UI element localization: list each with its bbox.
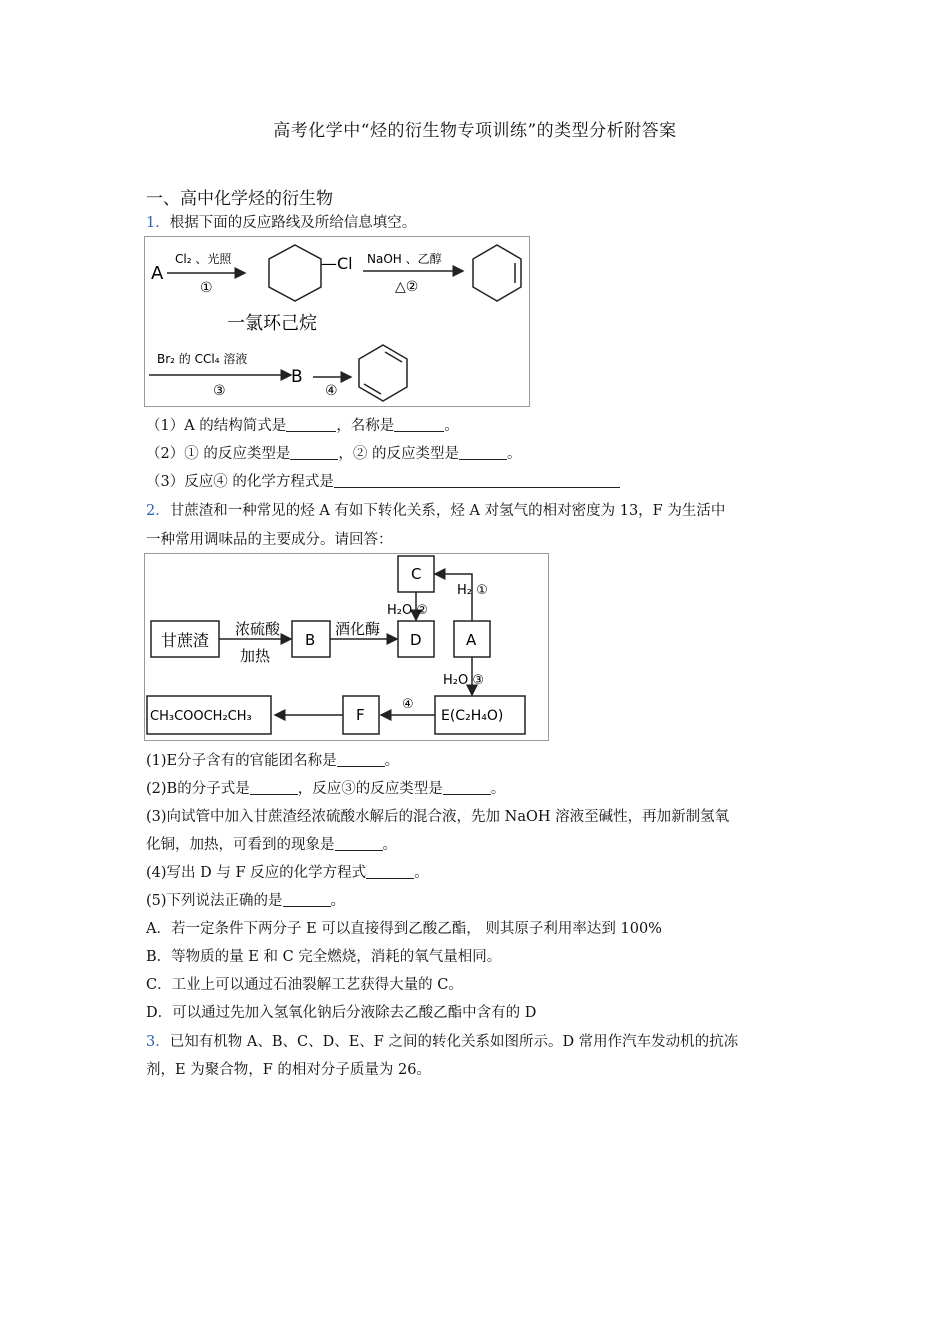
q2-option-A: A．若一定条件下两分子 E 可以直接得到乙酸乙酯， 则其原子利用率达到 100% (146, 921, 662, 937)
q1-sub3-text: （3）反应④ 的化学方程式是 (146, 474, 334, 490)
q2-sub3-end: 。 (382, 837, 397, 853)
q2-sub3-line-1: (3)向试管中加入甘蔗渣经浓硫酸水解后的混合液，先加 NaOH 溶液至碱性，再加新制氢氧 (146, 809, 730, 825)
label-jiare: 加热 (240, 647, 271, 665)
q2-sub1-end: 。 (384, 753, 400, 769)
q1-sub1 (146, 414, 459, 435)
q1-sub1-text: （1）A 的结构简式是 (146, 418, 287, 434)
q2-number: 2． (146, 503, 170, 519)
diene-double-bond-1 (385, 352, 402, 362)
q2-sub5-text: (5)下列说法正确的是 (146, 893, 283, 909)
q2-sub5-blank[interactable] (283, 892, 331, 908)
q2-option-C: C．工业上可以通过石油裂解工艺获得大量的 C。 (146, 977, 463, 993)
q1-step2-reagent: NaOH 、乙醇 (367, 252, 442, 266)
q3-stem-line-2: 剂，E 为聚合物，F 的相对分子质量为 26。 (146, 1062, 431, 1078)
q2-sub2 (146, 777, 505, 798)
label-ganzhezha: 甘蔗渣 (161, 631, 210, 650)
q1-sub2-blank-2[interactable] (459, 445, 507, 461)
q2-sub3-text: 化铜，加热，可看到的现象是 (146, 837, 335, 853)
q3-stem-1: 已知有机物 A、B、C、D、E、F 之间的转化关系如图所示。D 常用作汽车发动机的抗冻 (169, 1034, 739, 1050)
q3-number: 3． (146, 1034, 170, 1050)
q2-sub2-blank-2[interactable] (443, 780, 491, 796)
q1-reaction-svg (145, 237, 529, 406)
q1-sub1-blank-2[interactable] (394, 417, 444, 433)
q3-stem-line-1 (146, 1030, 738, 1051)
q2-option-B: B．等物质的量 E 和 C 完全燃烧，消耗的氧气量相同。 (146, 949, 502, 965)
q1-sub2-blank-1[interactable] (290, 445, 338, 461)
q2-sub4-blank[interactable] (366, 864, 414, 880)
q2-sub2-end: 。 (490, 781, 506, 797)
q1-sub2-text-2: ，② 的反应类型是 (338, 446, 459, 462)
cyclohexadiene-ring (359, 345, 407, 401)
q1-compound-A: A (151, 263, 164, 284)
q1-chloro-substituent: —Cl (321, 254, 353, 273)
q2-stem-line-2: 一种常用调味品的主要成分。请回答： (146, 532, 393, 548)
label-h2o-3: H₂O ③ (443, 673, 485, 688)
q2-sub1-text: (1)E分子含有的官能团名称是 (146, 753, 337, 769)
q1-sub2-end: 。 (506, 446, 522, 462)
q2-sub3-blank[interactable] (335, 836, 383, 852)
q1-chloro-name: 一氯环己烷 (227, 313, 317, 334)
q2-sub5-end: 。 (330, 893, 346, 909)
q1-sub3-blank[interactable] (334, 473, 620, 489)
q1-sub1-text-2: ，名称是 (336, 418, 395, 434)
q1-step3-reagent: Br₂ 的 CCl₄ 溶液 (157, 352, 248, 366)
label-h2o-2: H₂O ② (387, 603, 429, 618)
q1-reaction-diagram (144, 236, 530, 407)
q1-step1-reagent: Cl₂ 、光照 (175, 252, 232, 266)
q1-sub3 (146, 470, 620, 491)
label-ester: CH₃COOCH₂CH₃ (150, 709, 252, 724)
diene-double-bond-2 (364, 384, 381, 394)
q2-sub5 (146, 889, 345, 910)
q2-sub1 (146, 749, 399, 770)
label-C: C (411, 565, 422, 583)
page-title: 高考化学中“烃的衍生物专项训练”的类型分析附答案 (273, 121, 677, 141)
q1-step3-number: ③ (213, 383, 226, 399)
label-nongliusuan: 浓硫酸 (235, 620, 281, 638)
section-heading: 一、高中化学烃的衍生物 (146, 189, 333, 209)
q2-sub3-line-2 (146, 833, 397, 854)
q2-sub4 (146, 861, 429, 882)
q2-sub2-text: (2)B的分子式是 (146, 781, 250, 797)
q2-stem-1: 甘蔗渣和一种常见的烃 A 有如下转化关系，烃 A 对氢气的相对密度为 13，F 为生活中 (169, 503, 726, 519)
q2-sub1-blank[interactable] (337, 752, 385, 768)
q2-conversion-diagram (144, 553, 549, 741)
q2-option-D: D．可以通过先加入氢氧化钠后分液除去乙酸乙酯中含有的 D (146, 1005, 537, 1021)
q1-compound-B: B (291, 367, 303, 387)
label-jiuhuamei: 酒化酶 (335, 620, 381, 638)
q1-step1-number: ① (200, 280, 213, 296)
q1-stem-line (146, 211, 416, 232)
q1-stem: 根据下面的反应路线及所给信息填空。 (169, 215, 417, 231)
q2-conversion-svg (145, 554, 548, 740)
q1-step4-number: ④ (325, 383, 338, 399)
q2-sub4-end: 。 (414, 865, 429, 881)
label-F: F (356, 706, 365, 724)
label-D: D (410, 631, 422, 649)
q1-step2-condition: △② (395, 279, 419, 295)
q1-sub1-blank-1[interactable] (286, 417, 336, 433)
q1-sub2 (146, 442, 521, 463)
chlorocyclohexane-ring (269, 245, 321, 301)
q1-sub1-end: 。 (444, 418, 459, 434)
label-A: A (466, 631, 477, 649)
label-B: B (305, 631, 316, 649)
q2-sub2-blank-1[interactable] (250, 780, 298, 796)
label-h2-1: H₂ ① (457, 583, 488, 598)
label-E: E(C₂H₄O) (441, 708, 504, 724)
q2-stem-line-1 (146, 499, 725, 520)
q1-number: 1． (146, 215, 170, 231)
q2-sub2-text-2: ，反应③的反应类型是 (297, 781, 443, 797)
cyclohexene-ring (473, 245, 521, 301)
q2-sub4-text: (4)写出 D 与 F 反应的化学方程式 (146, 865, 367, 881)
q1-sub2-text: （2）① 的反应类型是 (146, 446, 291, 462)
label-step4: ④ (402, 697, 414, 712)
